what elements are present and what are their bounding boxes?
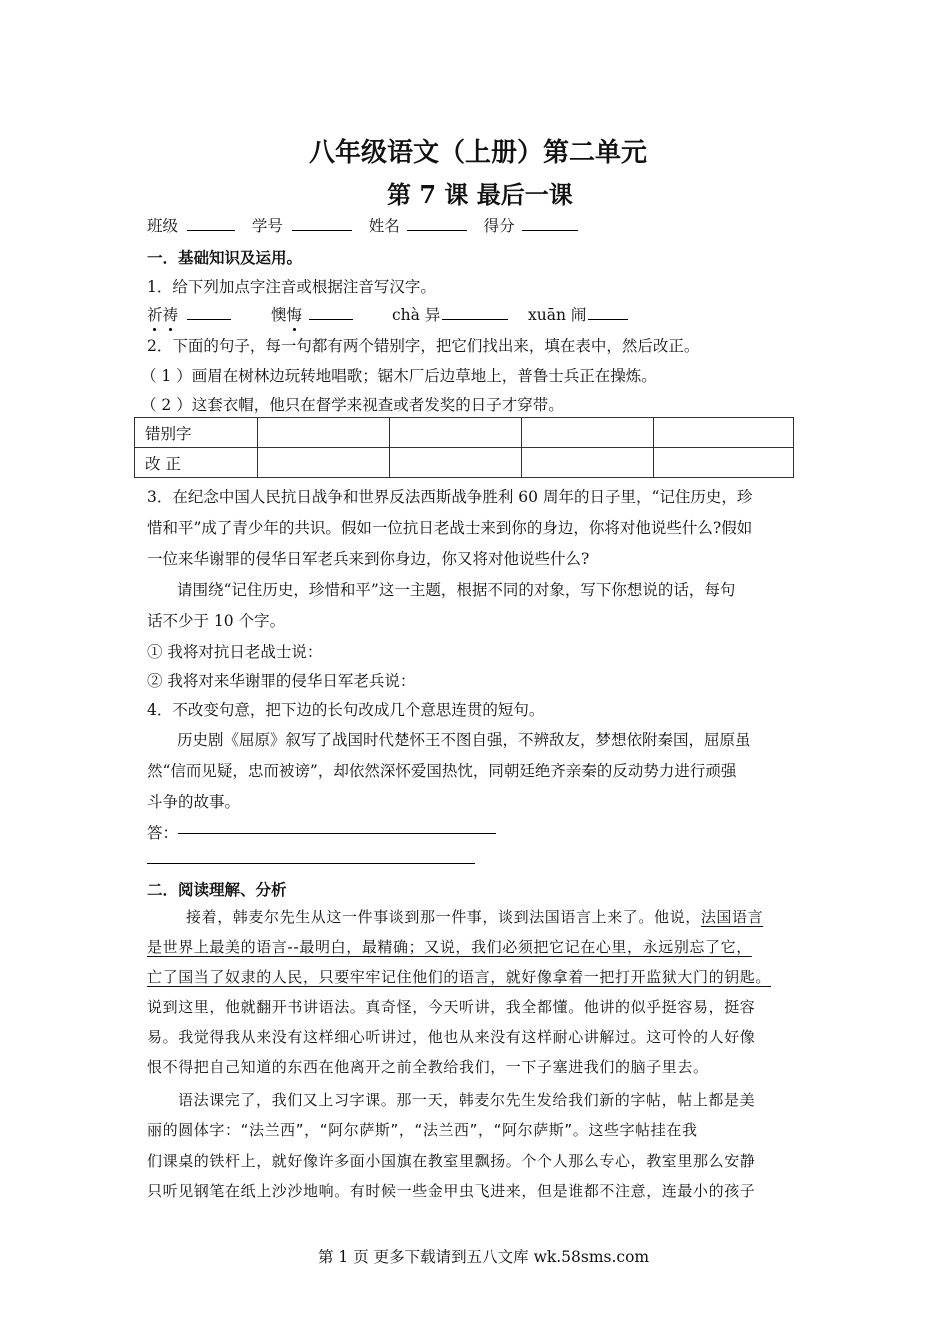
table-cell[interactable] [654,418,794,448]
section1-heading: 一．基础知识及运用。 [147,248,303,267]
table-cell[interactable] [522,418,654,448]
q3-line: 一位来华谢罪的侵华日军老兵来到你身边，你又将对他说些什么? [147,550,590,568]
q1-answer-blank-2[interactable] [309,303,353,320]
q3-item-2: ② 我将对来华谢罪的侵华日军老兵说： [147,672,416,690]
q1-answer-blank-3[interactable] [442,303,508,320]
passage-line: 恨不得把自己知道的东西在他离开之前全教给我们，一下子塞进我们的脑子里去。 [147,1058,709,1076]
passage-line: 们课桌的铁杆上，就好像许多面小国旗在教室里飘扬。个个人那么专心，教室里那么安静 [147,1152,756,1170]
dotted-char: 祷 [163,303,179,325]
q3-item-1: ① 我将对抗日老战士说： [147,643,323,661]
student-no-label: 学号 [251,217,283,235]
table-cell[interactable] [258,448,390,478]
q1-answer-blank-4[interactable] [588,303,628,320]
q2-sentence-1: （ 1 ）画眉在树林边玩转地唱歌；锯木厂后边草地上，普鲁士兵正在操炼。 [141,367,657,385]
class-field[interactable] [187,214,235,231]
page-title: 八年级语文（上册）第二单元 [309,138,648,168]
info-fields-row [147,214,578,236]
dotted-char: 祈 [147,303,163,325]
table-row [135,418,794,448]
q1-word-4 [528,303,628,325]
passage-line: 只听见钢笔在纸上沙沙地响。有时候一些金甲虫飞进来，但是谁都不注意，连最小的孩子 [147,1182,756,1200]
row-label-corrections: 改 正 [135,448,258,478]
passage-line-underlined: 亡了国当了奴隶的人民，只要牢牢记住他们的语言，就好像拿着一把打开监狱大门的钥匙。 [147,968,772,986]
dotted-char: 悔 [287,303,303,325]
passage-line [186,906,763,927]
q1-answer-blank-1[interactable] [187,303,231,320]
underlined-text: 法国语言 [700,908,764,926]
table-cell[interactable] [258,418,390,448]
hanzi: 异 [424,306,441,324]
pinyin: xuān [528,306,566,324]
q3-line: 请围绕“记住历史，珍惜和平”这一主题，根据不同的对象，写下你想说的话，每句 [177,581,736,599]
passage-line: 语法课完了，我们又上习字课。那一天，韩麦尔先生发给我们新的字帖，帖上都是美 [178,1091,756,1109]
student-no-field[interactable] [292,214,352,231]
error-correction-table [134,417,794,478]
q3-line: 惜和平”成了青少年的共识。假如一位抗日老战士来到你的身边，你将对他说些什么?假如 [147,519,753,537]
hanzi: 闹 [570,306,587,324]
name-field[interactable] [407,214,467,231]
score-label: 得分 [483,217,515,235]
q1-word-1 [147,303,231,325]
q4-line: 斗争的故事。 [147,793,241,811]
name-label: 姓名 [368,217,400,235]
q4-line: 历史剧《屈原》叙写了战国时代楚怀王不图自强，不辨敌友，梦想依附秦国，屈原虽 [177,731,751,749]
q4-prompt: 4．不改变句意，把下边的长句改成几个意思连贯的短句。 [147,701,545,719]
table-cell[interactable] [654,448,794,478]
score-field[interactable] [522,214,578,231]
q2-sentence-2: （ 2 ）这套衣帽，他只在督学来视查或者发奖的日子才穿带。 [141,396,564,414]
lesson-subtitle: 第 7 课 最后一课 [387,180,573,209]
passage-line: 易。我觉得我从来没有这样细心听讲过，他也从来没有这样耐心讲解过。这可怜的人好像 [147,1028,756,1046]
q3-line: 3．在纪念中国人民抗日战争和世界反法西斯战争胜利 60 周年的日子里，“记住历史，珍 [147,488,753,506]
q2-prompt: 2．下面的句子，每一句都有两个错别字，把它们找出来，填在表中，然后改正。 [147,337,700,355]
answer-line-2[interactable] [147,863,475,864]
passage-line: 丽的圆体字：“法兰西”，“阿尔萨斯”，“法兰西”，“阿尔萨斯”。这些字帖挂在我 [147,1121,698,1139]
table-row [135,448,794,478]
plain-char: 懊 [271,306,287,324]
pinyin: chà [392,306,420,324]
q1-prompt: 1．给下列加点字注音或根据注音写汉字。 [147,278,436,296]
page-footer: 第 1 页 更多下载请到五八文库 wk.58sms.com [318,1248,650,1266]
q4-line: 然“信而见疑，忠而被谤”，却依然深怀爱国热忱，同朝廷绝齐亲秦的反动势力进行顽强 [147,762,737,780]
q1-word-3 [392,303,508,325]
passage-text: 接着，韩麦尔先生从这一件事谈到那一件事，谈到法国语言上来了。他说， [186,908,701,926]
answer-line-1[interactable] [178,833,496,834]
class-label: 班级 [147,217,179,235]
q1-word-2 [271,303,353,325]
table-cell[interactable] [522,448,654,478]
answer-label: 答： [147,824,179,842]
passage-line: 说到这里，他就翻开书讲语法。真奇怪，今天听讲，我全都懂。他讲的似乎挺容易，挺容 [147,998,756,1016]
row-label-errors: 错别字 [135,418,258,448]
table-cell[interactable] [390,448,522,478]
table-cell[interactable] [390,418,522,448]
section2-heading: 二．阅读理解、分析 [147,880,287,899]
q3-line: 话不少于 10 个字。 [147,612,286,630]
passage-line-underlined: 是世界上最美的语言--最明白，最精确；又说，我们必须把它记在心里，永远别忘了它， [147,938,752,956]
